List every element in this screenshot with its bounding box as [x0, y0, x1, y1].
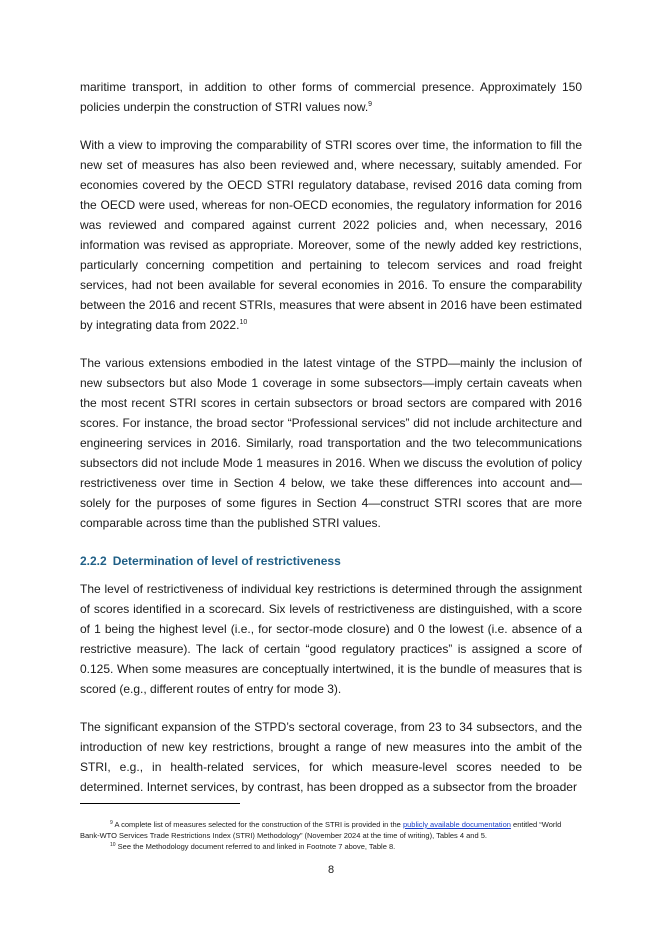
section-number: 2.2.2 [80, 554, 107, 568]
footnote-9 [80, 819, 582, 841]
footnote-10 [80, 841, 582, 852]
footnote-number: 10 [110, 842, 116, 848]
paragraph-text: maritime transport, in addition to other forms of commercial presence. Approximately 150 policies underpin the construction of STRI values now. [80, 80, 582, 114]
footnote-text: See the Methodology document referred to and linked in Footnote 7 above, Table 8. [117, 842, 396, 851]
page-number: 8 [327, 864, 335, 876]
footnote-number: 9 [110, 820, 113, 826]
paragraph [80, 135, 582, 335]
section-heading [80, 551, 582, 571]
footnote-ref[interactable]: 9 [368, 101, 373, 108]
footnote-text: entitled “World Bank-WTO Services Trade Restrictions Index (STRI) Methodology” (November 2024 at the time of writing), Tables 4 and 5. [80, 820, 562, 840]
documentation-link[interactable]: publicly available documentation [402, 820, 511, 829]
footnote-separator [80, 803, 240, 804]
body-content [80, 77, 582, 797]
paragraph [80, 77, 582, 117]
footnotes [80, 819, 582, 852]
section-title: Determination of level of restrictiveness [112, 554, 341, 568]
paragraph: The level of restrictiveness of individual key restrictions is determined through the assignment of scores identified in a scorecard. Six levels of restrictiveness are distinguished, with a score of 1 being the highest level (i.e., for sector-mode closure) and 0 the lowest (i.e. absence of a restrictive measure). The lack of certain “good regulatory practices” is assigned a score of 0.125. When some measures are conceptually intertwined, it is the bundle of measures that is scored (e.g., different routes of entry for mode 3). [80, 582, 582, 696]
paragraph: The various extensions embodied in the latest vintage of the STPD—mainly the inclusion of new subsectors but also Mode 1 coverage in some subsectors—imply certain caveats when the most recent STRI scores in certain subsectors or broad sectors are compared with 2016 scores. For instance, the broad sector “Professional services” did not include architecture and engineering services in 2016. Similarly, road transportation and the two telecommunications subsectors did not include Mode 1 measures in 2016. When we discuss the evolution of policy restrictiveness over time in Section 4 below, we take these differences into account and—solely for the purposes of some figures in Section 4—construct STRI scores that are more comparable across time than the published STRI values. [80, 356, 582, 530]
footnote-text: A complete list of measures selected for the construction of the STRI is provided in the [114, 820, 403, 829]
paragraph: The significant expansion of the STPD’s sectoral coverage, from 23 to 34 subsectors, and the introduction of new key restrictions, brought a range of new measures into the ambit of the STRI, e.g., in health-related services, for which measure-level scores needed to be determined. Internet services, by contrast, has been dropped as a subsector from the broader [80, 720, 582, 794]
footnote-ref[interactable]: 10 [239, 319, 248, 326]
paragraph-text: With a view to improving the comparability of STRI scores over time, the information to fill the new set of measures has also been reviewed and, where necessary, suitably amended. For economies covered by the OECD STRI regulatory database, revised 2016 data coming from the OECD were used, whereas for non-OECD economies, the regulatory information for 2016 was reviewed and compared against current 2022 policies and, when necessary, 2016 information was revised as appropriate. Moreover, some of the newly added key restrictions, particularly concerning competition and pertaining to telecom services and road freight services, had not been available for several economies in 2016. To ensure the comparability between the 2016 and recent STRIs, measures that were absent in 2016 have been estimated by integrating data from 2022. [80, 138, 582, 332]
